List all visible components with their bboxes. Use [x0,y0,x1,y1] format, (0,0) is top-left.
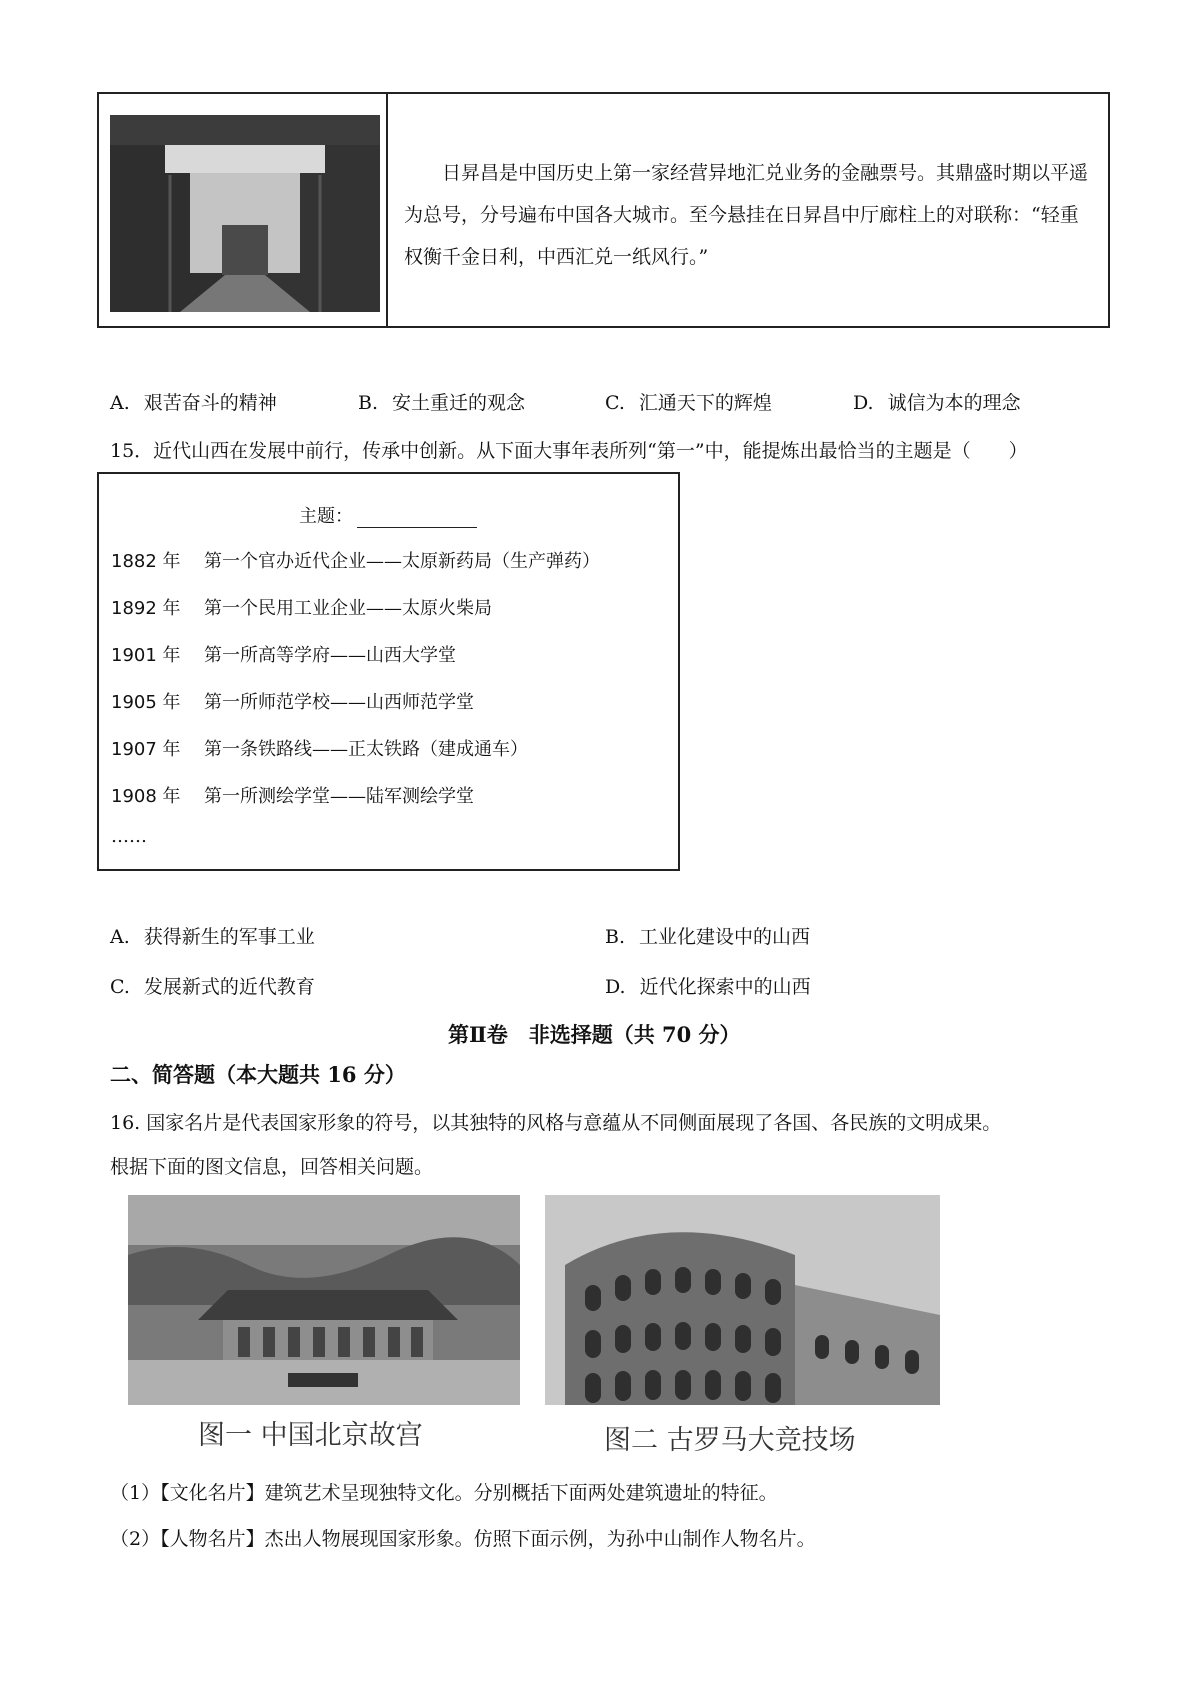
option-letter: D. [853,392,874,414]
q16-stem-line1: 16. 国家名片是代表国家形象的符号，以其独特的风格与意蕴从不同侧面展现了各国、各民族的文明成果。 [110,1112,1002,1134]
timeline-box [97,472,680,871]
option-letter: A. [110,392,130,414]
option-text: 艰苦奋斗的精神 [143,392,277,414]
timeline-row: 1908 年 第一所测绘学堂——陆军测绘学堂 [111,786,474,807]
option-text: 汇通天下的辉煌 [638,392,772,414]
q16-sub2: （2）【人物名片】杰出人物展现国家形象。仿照下面示例，为孙中山制作人物名片。 [110,1528,816,1550]
theme-line [299,502,477,528]
q16-stem-line2: 根据下面的图文信息，回答相关问题。 [110,1156,434,1178]
section-heading: 二、简答题（本大题共 16 分） [110,1062,406,1087]
q15-option-c[interactable]: C. 发展新式的近代教育 [110,976,315,998]
q15-option-d[interactable]: D. 近代化探索中的山西 [605,976,811,998]
option-text: 诚信为本的理念 [887,392,1021,414]
q14-option-b[interactable] [358,392,525,415]
colosseum-photo [545,1195,940,1405]
q14-option-a[interactable] [110,392,277,415]
theme-blank[interactable] [357,509,477,528]
timeline-row: 1907 年 第一条铁路线——正太铁路（建成通车） [111,739,528,760]
theme-label: 主题： [299,506,353,527]
figure2-caption: 图二 古罗马大竞技场 [604,1425,856,1456]
option-text: 安土重迁的观念 [392,392,526,414]
timeline-row: 1882 年 第一个官办近代企业——太原新药局（生产弹药） [111,551,600,572]
forbidden-city-photo [128,1195,520,1405]
timeline-row: 1905 年 第一所师范学校——山西师范学堂 [111,692,474,713]
q15-option-a[interactable]: A. 获得新生的军事工业 [110,926,315,948]
option-letter: C. [605,392,625,414]
section-title: 第Ⅱ卷 非选择题（共 70 分） [448,1022,741,1047]
timeline-row: 1892 年 第一个民用工业企业——太原火柴局 [111,598,492,619]
figure1-caption: 图一 中国北京故宫 [198,1420,423,1451]
q15-option-b[interactable]: B. 工业化建设中的山西 [605,926,811,948]
q16-sub1: （1）【文化名片】建筑艺术呈现独特文化。分别概括下面两处建筑遗址的特征。 [110,1482,778,1504]
timeline-row: 1901 年 第一所高等学府——山西大学堂 [111,645,456,666]
q14-option-d[interactable] [853,392,1021,415]
timeline-ellipsis: …… [111,826,147,847]
option-letter: B. [358,392,379,414]
rishengchang-photo [110,115,380,312]
rishengchang-box [97,92,1110,328]
rishengchang-text: 日昇昌是中国历史上第一家经营异地汇兑业务的金融票号。其鼎盛时期以平遥为总号，分号遍布中国各大城市。至今悬挂在日昇昌中厅廊柱上的对联称：“轻重权衡千金日利，中西汇兑一纸风行。” [404,162,1089,268]
q14-option-c[interactable] [605,392,772,415]
q15-stem: 15．近代山西在发展中前行，传承中创新。从下面大事年表所列“第一”中，能提炼出最恰当的主题是（ ） [110,440,1028,462]
